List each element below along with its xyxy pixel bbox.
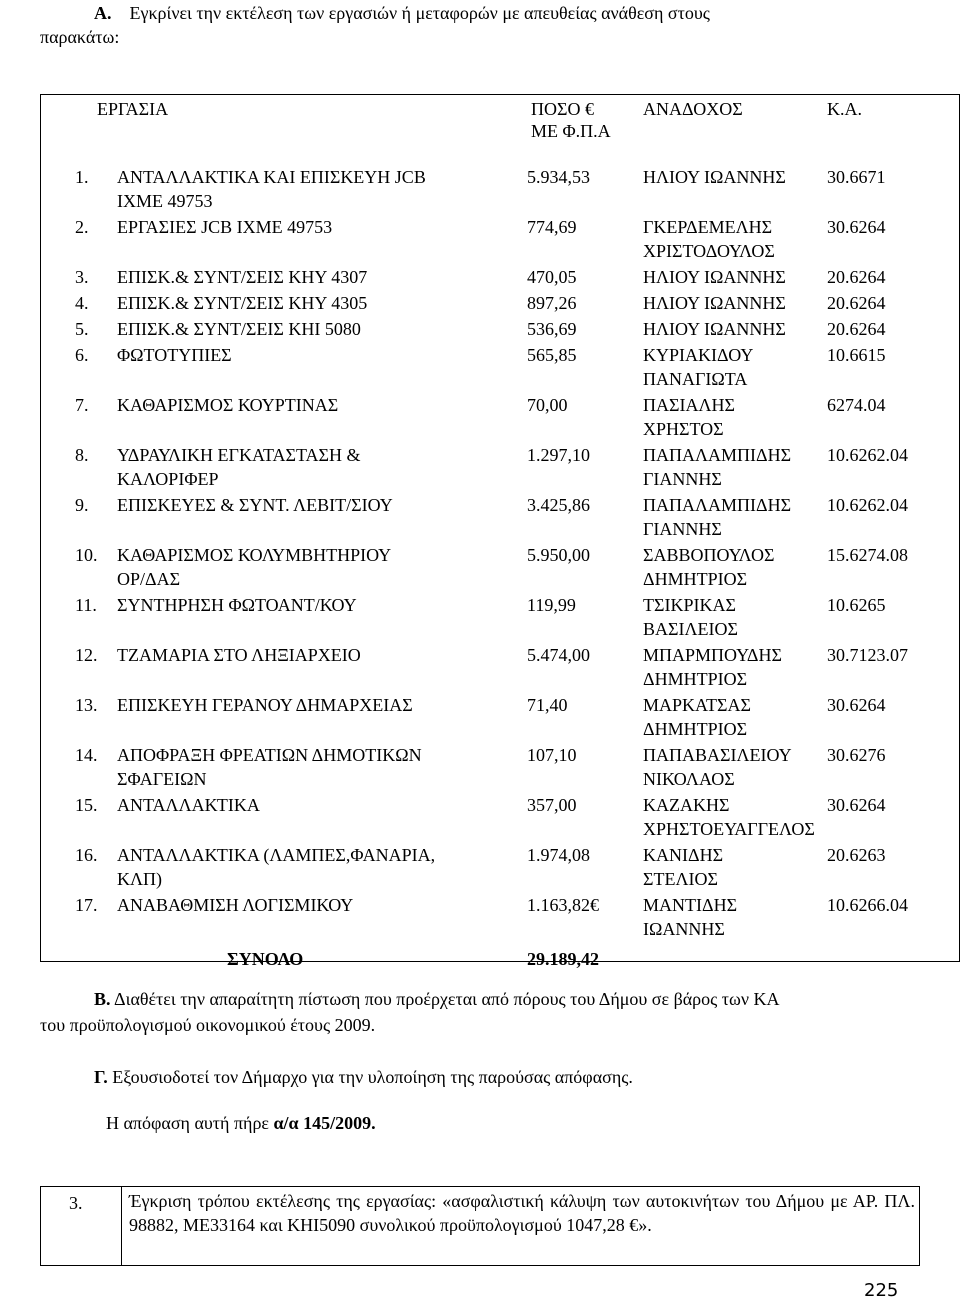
row-contractor: ΚΑΝΙΔΗΣ (643, 845, 724, 865)
row-task: ΚΑΘΑΡΙΣΜΟΣ ΚΟΛΥΜΒΗΤΗΡΙΟΥ (117, 545, 392, 565)
row-ka: 20.6264 (827, 293, 886, 313)
row-contractor: ΜΠΑΡΜΠΟΥΔΗΣ (643, 645, 782, 665)
paragraph-c-text: Εξουσιοδοτεί τον Δήμαρχο για την υλοποίηση της παρούσας απόφασης. (112, 1067, 633, 1087)
row-amount: 5.950,00 (527, 545, 590, 565)
row-contractor: ΠΑΠΑΒΑΣΙΛΕΙΟΥ (643, 745, 792, 765)
row-task: ΑΠΟΦΡΑΞΗ ΦΡΕΑΤΙΩΝ ΔΗΜΟΤΙΚΩΝ (117, 745, 422, 765)
row-ka: 30.6671 (827, 167, 886, 187)
row-amount: 5.474,00 (527, 645, 590, 665)
row-amount: 1.297,10 (527, 445, 590, 465)
row-task: ΑΝΤΑΛΛΑΚΤΙΚΑ (117, 795, 260, 815)
row-contractor: ΗΛΙΟΥ ΙΩΑΝΝΗΣ (643, 267, 786, 287)
row-contractor: ΗΛΙΟΥ ΙΩΑΝΝΗΣ (643, 293, 786, 313)
row-amount: 774,69 (527, 217, 577, 237)
row-contractor: ΙΩΑΝΝΗΣ (643, 919, 725, 939)
row-number: 4. (75, 293, 89, 313)
intro-label-a: Α. (94, 3, 112, 23)
row-amount: 5.934,53 (527, 167, 590, 187)
row-contractor: ΣΤΕΛΙΟΣ (643, 869, 718, 889)
row-task: ΕΠΙΣΚΕΥΕΣ & ΣΥΝΤ. ΛΕΒΙΤ/ΣΙΟΥ (117, 495, 393, 515)
row-task: ΙΧΜΕ 49753 (117, 191, 213, 211)
item3-text: Έγκριση τρόπου εκτέλεσης της εργασίας: «ασφαλιστική κάλυψη των αυτοκινήτων του Δήμου με ΑΡ. ΠΛ. 98882, ΜΕ33164 και ΚΗΙ5090 συνολικού προϋπολογισμού 1047,28 €». (129, 1191, 915, 1235)
row-task: ΣΦΑΓΕΙΩΝ (117, 769, 207, 789)
row-number: 6. (75, 345, 89, 365)
row-task: ΚΑΘΑΡΙΣΜΟΣ ΚΟΥΡΤΙΝΑΣ (117, 395, 339, 415)
row-ka: 15.6274.08 (827, 545, 908, 565)
row-amount: 71,40 (527, 695, 568, 715)
row-contractor: ΧΡΗΣΤΟΕΥΑΓΓΕΛΟΣ (643, 819, 815, 839)
row-task: ΦΩΤΟΤΥΠΙΕΣ (117, 345, 232, 365)
row-ka: 10.6262.04 (827, 445, 908, 465)
row-amount: 357,00 (527, 795, 577, 815)
row-ka: 6274.04 (827, 395, 886, 415)
paragraph-b-line2: του προϋπολογισμού οικονομικού έτους 2009. (40, 1015, 376, 1035)
row-amount: 565,85 (527, 345, 577, 365)
row-number: 17. (75, 895, 98, 915)
row-contractor: ΧΡΗΣΤΟΣ (643, 419, 724, 439)
row-amount: 3.425,86 (527, 495, 590, 515)
total-amount: 29.189,42 (527, 949, 599, 969)
header-ka: Κ.Α. (827, 99, 862, 119)
row-task: ΚΑΛΟΡΙΦΕΡ (117, 469, 219, 489)
row-contractor: ΝΙΚΟΛΑΟΣ (643, 769, 735, 789)
row-contractor: ΓΚΕΡΔΕΜΕΛΗΣ (643, 217, 773, 237)
row-contractor: ΒΑΣΙΛΕΙΟΣ (643, 619, 738, 639)
row-number: 11. (75, 595, 97, 615)
row-contractor: ΗΛΙΟΥ ΙΩΑΝΝΗΣ (643, 319, 786, 339)
row-contractor: ΜΑΡΚΑΤΣΑΣ (643, 695, 751, 715)
header-task: ΕΡΓΑΣΙΑ (97, 99, 169, 119)
row-contractor: ΓΙΑΝΝΗΣ (643, 469, 722, 489)
row-amount: 470,05 (527, 267, 577, 287)
row-contractor: ΠΑΣΙΑΛΗΣ (643, 395, 735, 415)
row-ka: 30.7123.07 (827, 645, 908, 665)
row-number: 12. (75, 645, 98, 665)
row-contractor: ΚΑΖΑΚΗΣ (643, 795, 730, 815)
header-amount-line1: ΠΟΣΟ € (531, 99, 594, 119)
row-number: 9. (75, 495, 89, 515)
row-ka: 30.6264 (827, 695, 886, 715)
intro-text-a-line1: Εγκρίνει την εκτέλεση των εργασιών ή μεταφορών με απευθείας ανάθεση στους (129, 3, 710, 23)
row-amount: 70,00 (527, 395, 568, 415)
row-ka: 30.6264 (827, 217, 886, 237)
row-number: 8. (75, 445, 89, 465)
row-number: 13. (75, 695, 98, 715)
row-contractor: ΣΑΒΒΟΠΟΥΛΟΣ (643, 545, 775, 565)
paragraph-c-label: Γ. (94, 1067, 108, 1087)
row-ka: 30.6264 (827, 795, 886, 815)
item3-number: 3. (69, 1193, 83, 1213)
row-contractor: ΗΛΙΟΥ ΙΩΑΝΝΗΣ (643, 167, 786, 187)
row-ka: 30.6276 (827, 745, 886, 765)
row-ka: 10.6615 (827, 345, 886, 365)
row-number: 1. (75, 167, 89, 187)
row-contractor: ΧΡΙΣΤΟΔΟΥΛΟΣ (643, 241, 775, 261)
row-amount: 897,26 (527, 293, 577, 313)
header-contractor: ΑΝΑΔΟΧΟΣ (643, 99, 743, 119)
row-amount: 1.974,08 (527, 845, 590, 865)
row-task: ΕΠΙΣΚΕΥΗ ΓΕΡΑΝΟΥ ΔΗΜΑΡΧΕΙΑΣ (117, 695, 413, 715)
row-amount: 119,99 (527, 595, 576, 615)
header-amount-line2: ΜΕ Φ.Π.Α (531, 121, 611, 141)
row-ka: 20.6264 (827, 267, 886, 287)
item3-divider (121, 1187, 122, 1265)
row-task: ΑΝΑΒΑΘΜΙΣΗ ΛΟΓΙΣΜΙΚΟΥ (117, 895, 354, 915)
row-task: ΟΡ/ΔΑΣ (117, 569, 181, 589)
total-label: ΣΥΝΟΛΟ (227, 949, 304, 969)
intro-paragraph-a (94, 2, 710, 24)
row-contractor: ΓΙΑΝΝΗΣ (643, 519, 722, 539)
row-task: ΥΔΡΑΥΛΙΚΗ ΕΓΚΑΤΑΣΤΑΣΗ & (117, 445, 361, 465)
row-number: 3. (75, 267, 89, 287)
row-number: 5. (75, 319, 89, 339)
intro-text-a-line2: παρακάτω: (40, 27, 120, 47)
row-number: 2. (75, 217, 89, 237)
row-task: ΕΠΙΣΚ.& ΣΥΝΤ/ΣΕΙΣ ΚΗΥ 4305 (117, 293, 368, 313)
row-task: ΚΛΠ) (117, 869, 163, 889)
row-task: ΕΠΙΣΚ.& ΣΥΝΤ/ΣΕΙΣ ΚΗΙ 5080 (117, 319, 361, 339)
page-number: 225 (864, 1280, 899, 1301)
row-amount: 536,69 (527, 319, 577, 339)
decision-line (106, 1112, 376, 1134)
row-number: 7. (75, 395, 89, 415)
row-ka: 20.6264 (827, 319, 886, 339)
row-contractor: ΠΑΝΑΓΙΩΤΑ (643, 369, 748, 389)
row-number: 15. (75, 795, 98, 815)
row-task: ΕΠΙΣΚ.& ΣΥΝΤ/ΣΕΙΣ ΚΗΥ 4307 (117, 267, 368, 287)
row-contractor: ΔΗΜΗΤΡΙΟΣ (643, 719, 748, 739)
row-task: ΕΡΓΑΣΙΕΣ JCB ΙΧΜΕ 49753 (117, 217, 333, 237)
row-contractor: ΠΑΠΑΛΑΜΠΙΔΗΣ (643, 495, 792, 515)
row-contractor: ΤΣΙΚΡΙΚΑΣ (643, 595, 736, 615)
paragraph-b (94, 988, 780, 1010)
row-ka: 10.6266.04 (827, 895, 908, 915)
tasks-table (40, 94, 960, 969)
row-task: ΑΝΤΑΛΛΑΚΤΙΚΑ (ΛΑΜΠΕΣ,ΦΑΝΑΡΙΑ, (117, 845, 436, 865)
row-task: ΤΖΑΜΑΡΙΑ ΣΤΟ ΛΗΞΙΑΡΧΕΙΟ (117, 645, 361, 665)
paragraph-b-label: Β. (94, 989, 111, 1009)
item3-box (40, 1186, 920, 1266)
row-contractor: ΜΑΝΤΙΔΗΣ (643, 895, 738, 915)
row-ka: 10.6262.04 (827, 495, 908, 515)
row-number: 14. (75, 745, 98, 765)
row-task: ΣΥΝΤΗΡΗΣΗ ΦΩΤΟΑΝΤ/ΚΟΥ (117, 595, 357, 615)
row-contractor: ΔΗΜΗΤΡΙΟΣ (643, 669, 748, 689)
decision-number: α/α 145/2009. (273, 1113, 376, 1133)
row-number: 10. (75, 545, 98, 565)
paragraph-c (94, 1066, 633, 1088)
paragraph-b-line1: Διαθέτει την απαραίτητη πίστωση που προέρχεται από πόρους του Δήμου σε βάρος των ΚΑ (114, 989, 780, 1009)
decision-text: Η απόφαση αυτή πήρε (106, 1113, 269, 1133)
row-number: 16. (75, 845, 98, 865)
row-ka: 10.6265 (827, 595, 886, 615)
row-contractor: ΠΑΠΑΛΑΜΠΙΔΗΣ (643, 445, 792, 465)
row-amount: 107,10 (527, 745, 577, 765)
row-ka: 20.6263 (827, 845, 886, 865)
row-task: ΑΝΤΑΛΛΑΚΤΙΚΑ ΚΑΙ ΕΠΙΣΚΕΥΗ JCB (117, 167, 426, 187)
row-contractor: ΔΗΜΗΤΡΙΟΣ (643, 569, 748, 589)
row-amount: 1.163,82€ (527, 895, 599, 915)
row-contractor: ΚΥΡΙΑΚΙΔΟΥ (643, 345, 754, 365)
